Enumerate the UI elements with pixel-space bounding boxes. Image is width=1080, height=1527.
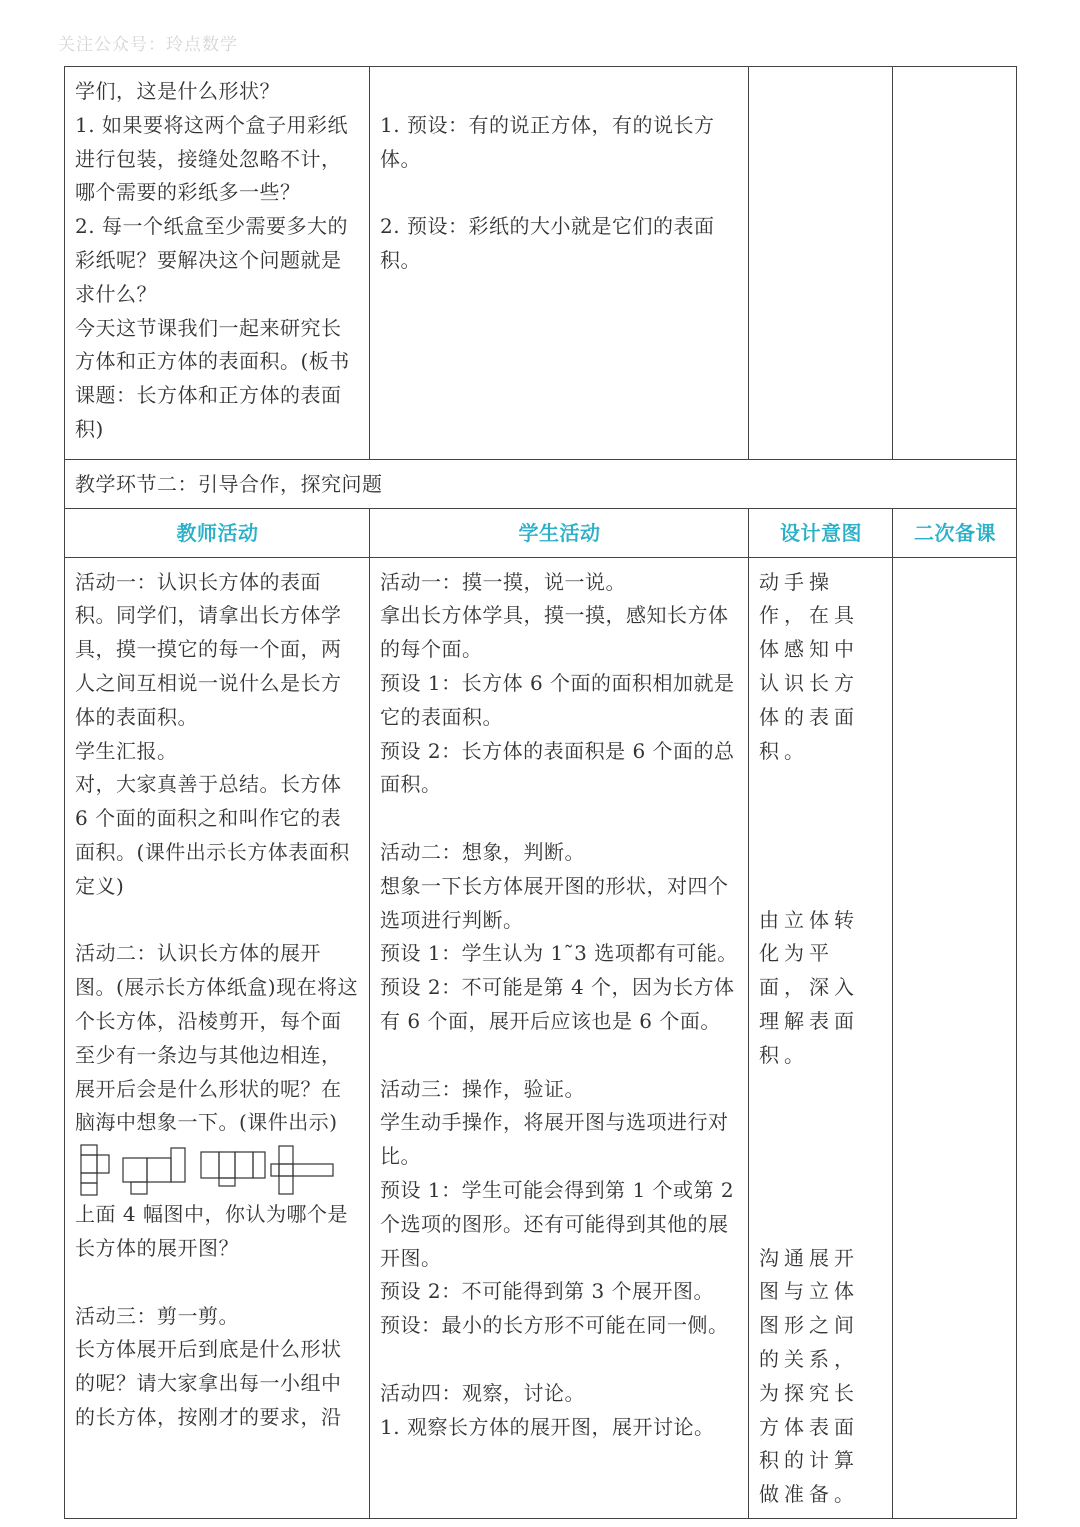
- student-activity3-preset2: 预设 2：不可能得到第 3 个展开图。: [380, 1279, 715, 1304]
- student-activity2-title: 活动二：想象，判断。: [380, 839, 585, 864]
- teacher-activity1-intro: 活动一：认识长方体的表面积。同学们，请拿出长方体学具，摸一摸它的每一个面，两人之间互相说一说什么是长方体的表面积。: [75, 569, 342, 729]
- activity-design-cell: [749, 557, 893, 1518]
- header-student: 学生活动: [370, 508, 749, 557]
- stage-title: 教学环节二：引导合作，探究问题: [65, 460, 1017, 509]
- activity-row: [65, 557, 1017, 1518]
- header-second: 二次备课: [893, 508, 1017, 557]
- student-activity1-preset1: 预设 1：长方体 6 个面的面积相加就是它的表面积。: [380, 670, 735, 729]
- intro-student-line: 1. 预设：有的说正方体，有的说长方体。: [380, 112, 715, 171]
- intro-teacher-line: 1. 如果要将这两个盒子用彩纸进行包装，接缝处忽略不计，哪个需要的彩纸多一些？: [75, 112, 348, 205]
- student-activity4-title: 活动四：观察，讨论。: [380, 1380, 585, 1405]
- intro-teacher-line: 2. 每一个纸盒至少需要多大的彩纸呢？要解决这个问题就是求什么？: [75, 214, 348, 306]
- net-option-2: [123, 1148, 185, 1194]
- student-activity2-text: 想象一下长方体展开图的形状，对四个选项进行判断。: [380, 873, 729, 932]
- teacher-activity2-intro: 活动二：认识长方体的展开图。(展示长方体纸盒)现在将这个长方体，沿棱剪开，每个面至少有一条边与其他边相连，展开后会是什么形状的呢？在脑海中想象一下。(课件出示): [75, 941, 359, 1135]
- student-activity2-preset1: 预设 1：学生认为 1˜3 选项都有可能。: [380, 941, 738, 966]
- activity-teacher-cell: [65, 557, 370, 1518]
- net-option-1: [81, 1145, 109, 1195]
- student-activity1-title: 活动一：摸一摸，说一说。: [380, 569, 626, 594]
- teacher-activity3-text: 长方体展开后到底是什么形状的呢？请大家拿出每一小组中的长方体，按刚才的要求，沿: [75, 1337, 342, 1429]
- student-activity3-text: 学生动手操作，将展开图与选项进行对比。: [380, 1110, 729, 1169]
- design-intent-1: 动手操作，在具体感知中认识长方体的表面积。: [759, 569, 859, 763]
- intro-teacher-line: 今天这节课我们一起来研究长方体和正方体的表面积。(板书课题：长方体和正方体的表面积): [75, 315, 350, 441]
- net-option-4: [271, 1146, 333, 1194]
- teacher-activity3-title: 活动三：剪一剪。: [75, 1303, 239, 1328]
- cuboid-nets-figure: [75, 1144, 345, 1196]
- activity-second-cell: [893, 557, 1017, 1518]
- student-activity1-text: 拿出长方体学具，摸一摸，感知长方体的每个面。: [380, 603, 729, 662]
- student-activity4-text: 1. 观察长方体的展开图，展开讨论。: [380, 1414, 715, 1439]
- net-option-3: [201, 1152, 265, 1186]
- activity-student-cell: [370, 557, 749, 1518]
- intro-teacher-cell: [65, 67, 370, 460]
- header-teacher: 教师活动: [65, 508, 370, 557]
- intro-design-cell: [749, 67, 893, 460]
- intro-student-cell: [370, 67, 749, 460]
- header-design: 设计意图: [749, 508, 893, 557]
- stage-row: [65, 460, 1017, 509]
- student-activity3-title: 活动三：操作，验证。: [380, 1076, 585, 1101]
- teacher-activity1-report: 学生汇报。: [75, 738, 178, 763]
- intro-row: [65, 67, 1017, 460]
- student-activity2-preset2: 预设 2：不可能是第 4 个，因为长方体有 6 个面，展开后应该也是 6 个面。: [380, 975, 735, 1033]
- student-activity1-preset2: 预设 2：长方体的表面积是 6 个面的总面积。: [380, 738, 735, 797]
- intro-second-cell: [893, 67, 1017, 460]
- design-intent-3: 沟通展开图与立体图形之间的关系，为探究长方体表面积的计算做准备。: [759, 1245, 859, 1507]
- student-activity3-preset1: 预设 1：学生可能会得到第 1 个或第 2 个选项的图形。还有可能得到其他的展开图。: [380, 1177, 735, 1270]
- intro-teacher-line: 学们，这是什么形状？: [75, 79, 280, 103]
- header-row: [65, 508, 1017, 557]
- teacher-activity1-summary: 对，大家真善于总结。长方体 6 个面的面积之和叫作它的表面积。(课件出示长方体表面积定义): [75, 772, 350, 898]
- student-activity3-preset3: 预设：最小的长方形不可能在同一侧。: [380, 1313, 729, 1338]
- design-intent-2: 由立体转化为平面，深入理解表面积。: [759, 907, 859, 1067]
- intro-student-line: 2. 预设：彩纸的大小就是它们的表面积。: [380, 214, 715, 272]
- lesson-plan-table: [64, 66, 1017, 1519]
- teacher-activity2-question: 上面 4 幅图中，你认为哪个是长方体的展开图？: [75, 1202, 348, 1260]
- watermark: 关注公众号：玲点数学: [58, 35, 238, 55]
